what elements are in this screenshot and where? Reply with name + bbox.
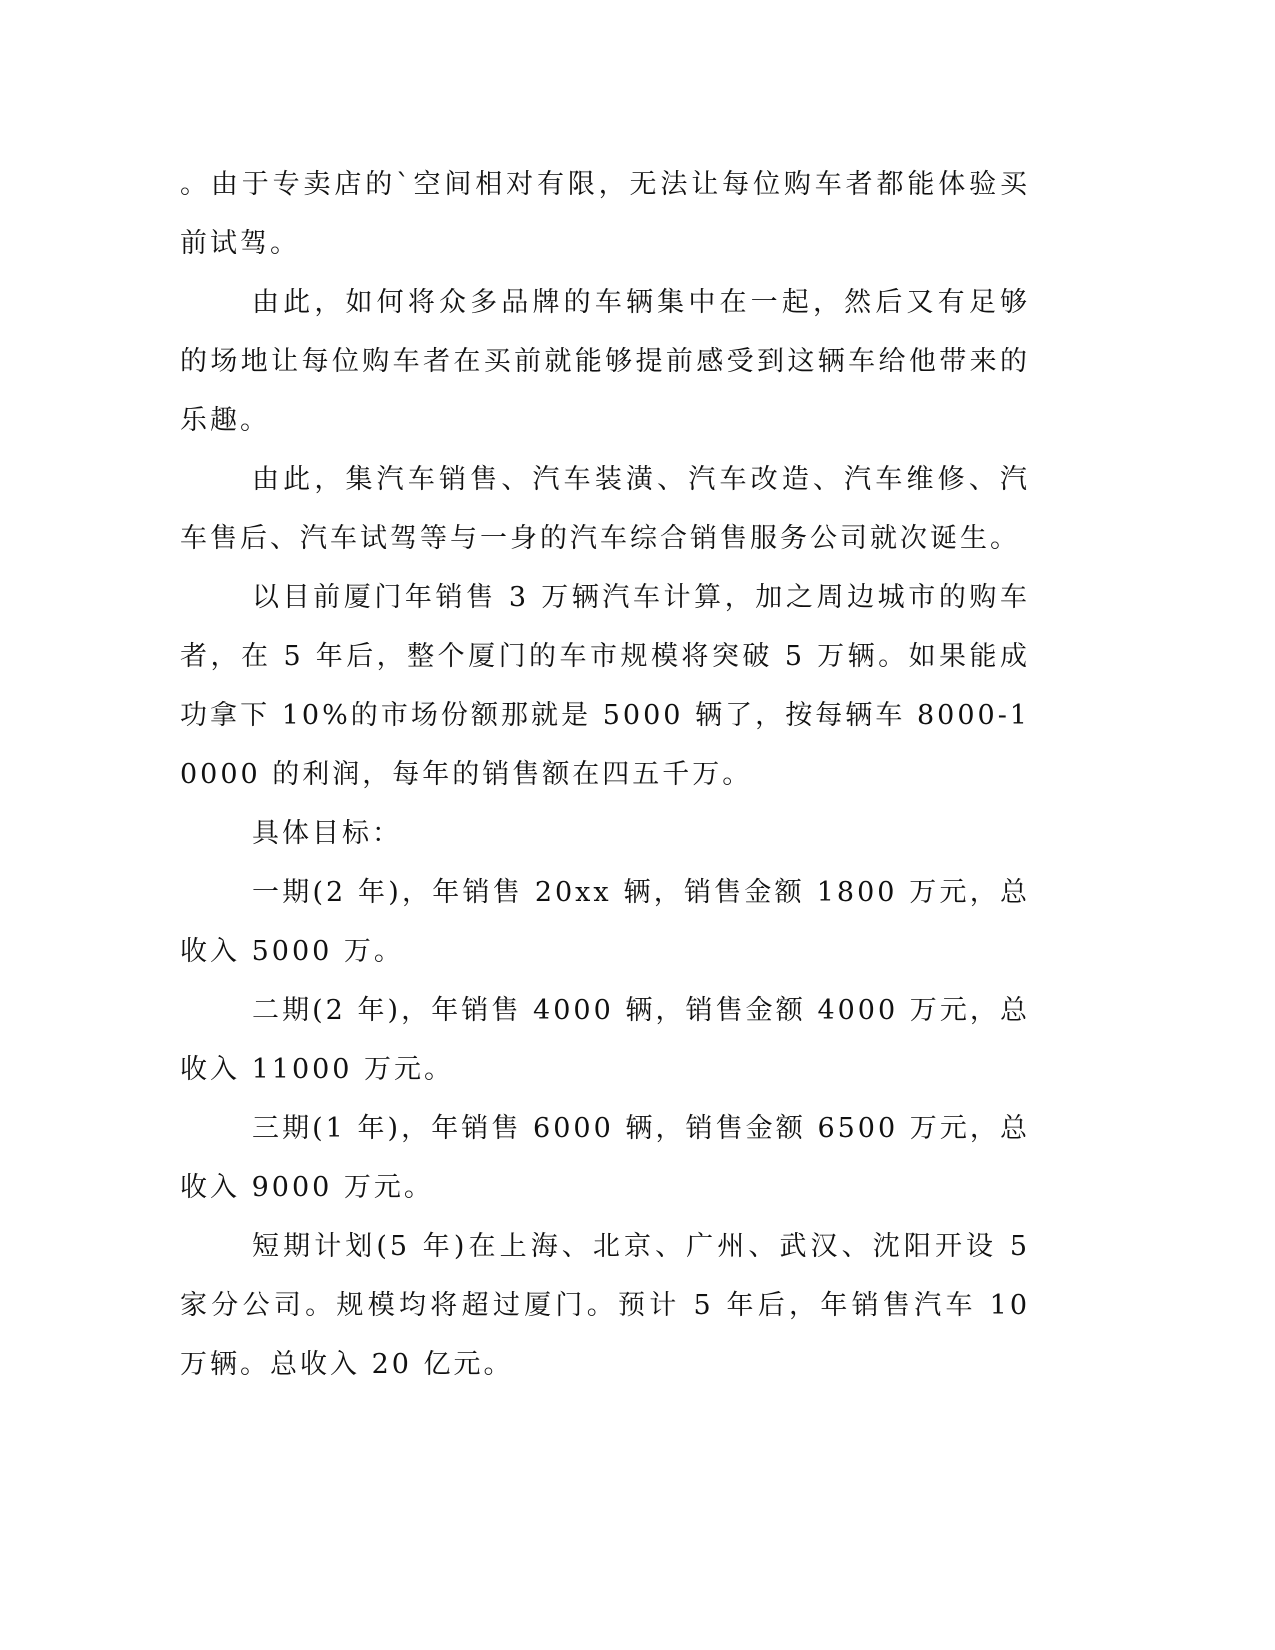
paragraph-company-birth: 由此，集汽车销售、汽车装潢、汽车改造、汽车维修、汽车售后、汽车试驾等与一身的汽车综合销售服务公司就次诞生。 xyxy=(180,464,1030,554)
paragraph-market-estimate: 以目前厦门年销售 3 万辆汽车计算，加之周边城市的购车者，在 5 年后，整个厦门的车市规模将突破 5 万辆。如果能成功拿下 10%的市场份额那就是 5000 辆了，按每辆车 8000-10000 的利润，每年的销售额在四五千万。 xyxy=(180,582,1030,790)
paragraph-short-term-plan: 短期计划(5 年)在上海、北京、广州、武汉、沈阳开设 5 家分公司。规模均将超过厦门。预计 5 年后，年销售汽车 10 万辆。总收入 20 亿元。 xyxy=(180,1231,1030,1380)
paragraph-continuation: 。由于专卖店的`空间相对有限，无法让每位购车者都能体验买前试驾。 xyxy=(180,169,1030,259)
paragraph-phase-one: 一期(2 年)，年销售 20xx 辆，销售金额 1800 万元，总收入 5000 万。 xyxy=(180,877,1030,967)
paragraph-phase-three: 三期(1 年)，年销售 6000 辆，销售金额 6500 万元，总收入 9000 万元。 xyxy=(180,1113,1030,1203)
paragraph-goals-heading: 具体目标： xyxy=(252,818,402,849)
paragraph-venue-idea: 由此，如何将众多品牌的车辆集中在一起，然后又有足够的场地让每位购车者在买前就能够提前感受到这辆车给他带来的乐趣。 xyxy=(180,287,1030,436)
paragraph-phase-two: 二期(2 年)，年销售 4000 辆，销售金额 4000 万元，总收入 11000 万元。 xyxy=(180,995,1030,1085)
document-page xyxy=(180,155,1030,1394)
